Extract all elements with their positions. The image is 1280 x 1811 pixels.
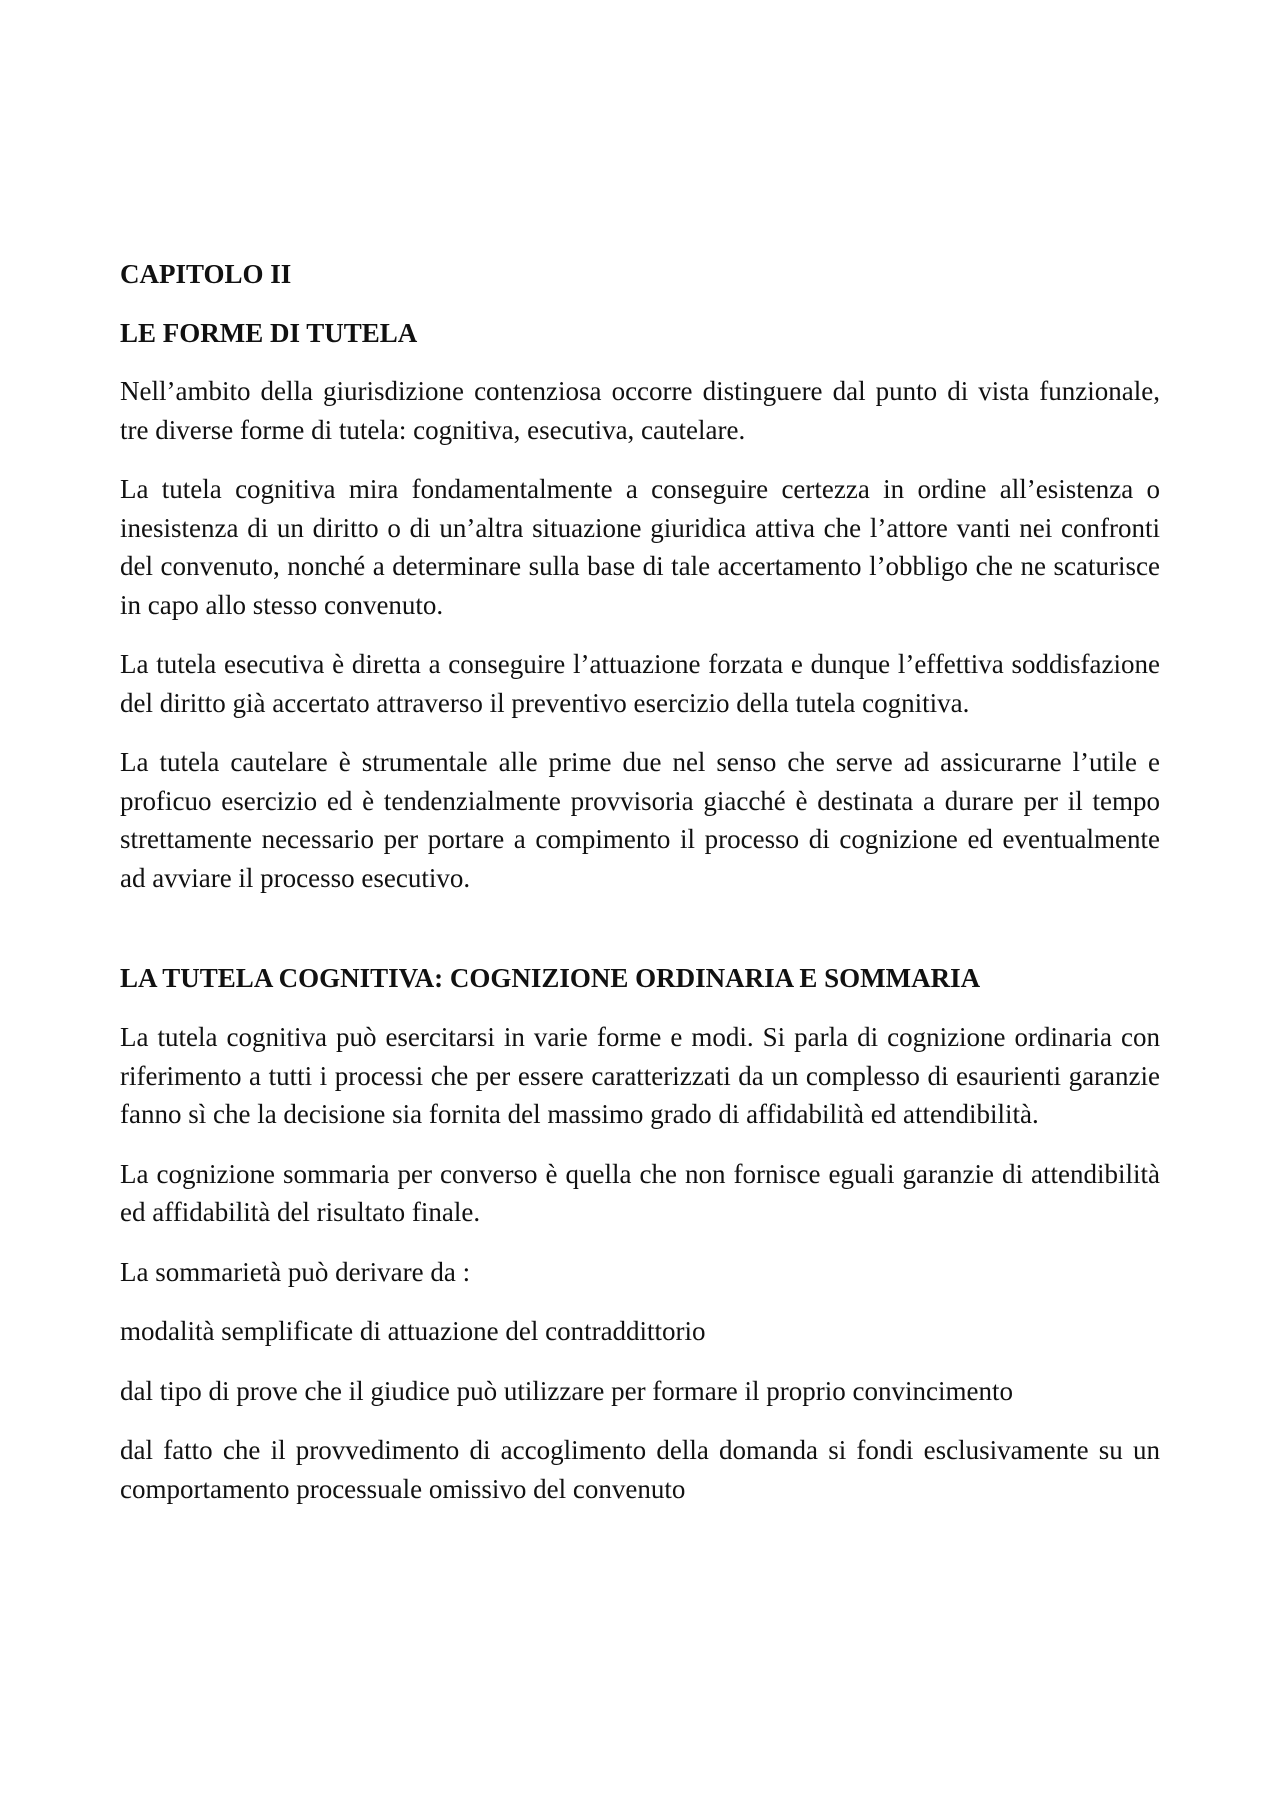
paragraph-tutela-cognitiva: La tutela cognitiva mira fondamentalmente a conseguire certezza in ordine all’esistenza o inesistenza di un diritto o di un’altra situazione giuridica attiva che l’attore vanti nei confronti del convenuto, nonché a determinare sulla base di tale accertamento l’obbligo che ne scaturisce in capo allo stesso convenuto. xyxy=(120,474,1160,620)
section-title: LA TUTELA COGNITIVA: COGNIZIONE ORDINARIA E SOMMARIA xyxy=(120,963,981,993)
document-page xyxy=(120,255,1160,1529)
paragraph-sommarieta-intro: La sommarietà può derivare da : xyxy=(120,1256,471,1287)
list-item: dal tipo di prove che il giudice può utilizzare per formare il proprio convincimento xyxy=(120,1375,1013,1406)
chapter-title: LE FORME DI TUTELA xyxy=(120,318,418,348)
paragraph-intro: Nell’ambito della giurisdizione contenziosa occorre distinguere dal punto di vista funzionale, tre diverse forme di tutela: cognitiva, esecutiva, cautelare. xyxy=(120,376,1160,445)
paragraph-cognizione-sommaria: La cognizione sommaria per converso è quella che non fornisce eguali garanzie di attendibilità ed affidabilità del risultato finale. xyxy=(120,1158,1160,1227)
list-item: modalità semplificate di attuazione del contraddittorio xyxy=(120,1316,706,1346)
chapter-label: CAPITOLO II xyxy=(120,259,292,289)
paragraph-cognizione-ordinaria: La tutela cognitiva può esercitarsi in varie forme e modi. Si parla di cognizione ordinaria con riferimento a tutti i processi che per essere caratterizzati da un complesso di esaurienti garanzie fanno sì che la decisione sia fornita del massimo grado di affidabilità ed attendibilità. xyxy=(120,1022,1160,1129)
paragraph-tutela-esecutiva: La tutela esecutiva è diretta a conseguire l’attuazione forzata e dunque l’effettiva soddisfazione del diritto già accertato attraverso il preventivo esercizio della tutela cognitiva. xyxy=(120,649,1160,718)
paragraph-tutela-cautelare: La tutela cautelare è strumentale alle prime due nel senso che serve ad assicurarne l’utile e proficuo esercizio ed è tendenzialmente provvisoria giacché è destinata a durare per il tempo strettamente necessario per portare a compimento il processo di cognizione ed eventualmente ad avviare il processo esecutivo. xyxy=(120,747,1160,893)
list-item: dal fatto che il provvedimento di accoglimento della domanda si fondi esclusivamente su un comportamento processuale omissivo del convenuto xyxy=(120,1435,1160,1504)
